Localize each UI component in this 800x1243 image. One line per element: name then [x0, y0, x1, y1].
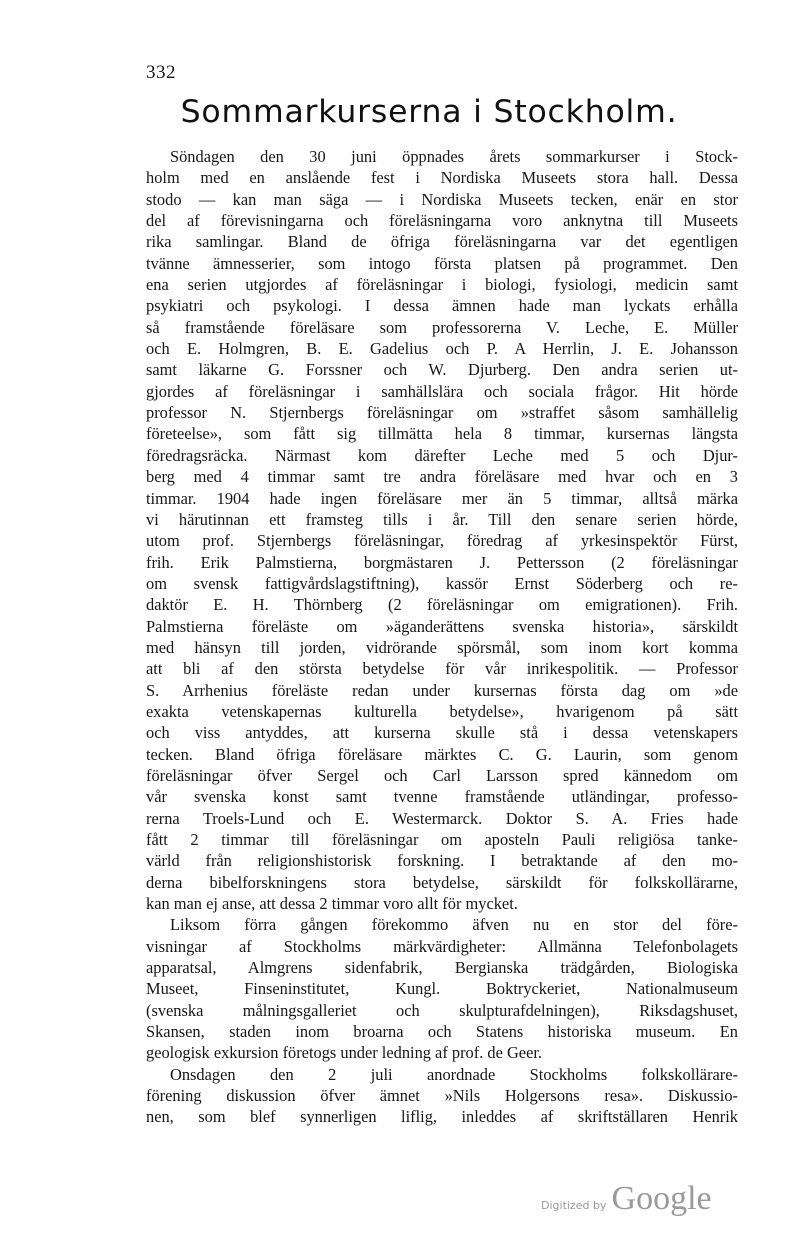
text-line: tecken. Bland öfriga föreläsare märktes C. G. Laurin, som genom: [146, 744, 738, 764]
text-line: derna bibelforskningens stora betydelse, särskildt för folkskollärarne,: [146, 872, 738, 892]
text-line: med hänsyn till jorden, vidrörande spörsmål, som inom kort komma: [146, 637, 738, 657]
text-line: värld från religionshistorisk forskning. I betraktande af den mo-: [146, 851, 738, 871]
text-line: stodo — kan man säga — i Nordiska Museets tecken, enär en stor: [146, 189, 738, 209]
text-line: psykiatri och psykologi. I dessa ämnen hade man lyckats erhålla: [146, 296, 738, 316]
text-line: del af förevisningarna och föreläsningarna voro anknytna till Museets: [146, 211, 738, 231]
text-line: rerna Troels-Lund och E. Westermarck. Doktor S. A. Fries hade: [146, 808, 738, 828]
text-line: apparatsal, Almgrens sidenfabrik, Bergianska trädgården, Biologiska: [146, 958, 738, 978]
text-line: exakta vetenskapernas kulturella betydelse», hvarigenom på sätt: [146, 701, 738, 721]
text-line: Söndagen den 30 juni öppnades årets sommarkurser i Stock-: [170, 147, 738, 166]
text-line: och viss antyddes, att kurserna skulle stå i dessa vetenskapers: [146, 723, 738, 743]
text-line: fått 2 timmar till föreläsningar om aposteln Pauli religiösa tanke-: [146, 830, 738, 849]
text-line: frih. Erik Palmstierna, borgmästaren J. Pettersson (2 föreläsningar: [146, 552, 738, 572]
text-line: visningar af Stockholms märkvärdigheter: Allmänna Telefonbolagets: [146, 936, 738, 956]
text-line: berg med 4 timmar samt tre andra föreläsare med hvar och en 3: [146, 467, 738, 487]
google-logo: Google: [611, 1180, 712, 1217]
article-body: [146, 146, 738, 1128]
text-line: samt läkarne G. Forssner och W. Djurberg. Den andra serien ut-: [146, 360, 738, 380]
text-line: om svensk fattigvårdslagstiftning), kassör Ernst Söderberg och re-: [146, 573, 738, 593]
text-line: att bli af den största betydelse för vår inrikespolitik. — Professor: [146, 659, 738, 679]
watermark-prefix: Digitized by: [541, 1199, 607, 1212]
text-line: förening diskussion öfver ämnet »Nils Holgersons resa». Diskussio-: [146, 1086, 738, 1106]
text-line: S. Arrhenius föreläste redan under kursernas första dag om »de: [146, 680, 738, 700]
page-title: Sommarkurserna i Stockholm.: [180, 94, 678, 130]
text-line: professor N. Stjernbergs föreläsningar om »straffet såsom samhällelig: [146, 403, 738, 423]
text-line: Liksom förra gången förekommo äfven nu en stor del före-: [170, 915, 738, 935]
text-line: (svenska målningsgalleriet och skulpturafdelningen), Riksdagshuset,: [146, 1000, 738, 1020]
text-line: företeelse», som fått sig tillmätta hela 8 timmar, kursernas längsta: [146, 424, 738, 444]
text-line: holm med en anslående fest i Nordiska Museets stora hall. Dessa: [146, 168, 738, 188]
text-line: så framstående föreläsare som professorerna V. Leche, E. Müller: [146, 317, 738, 337]
text-line: och E. Holmgren, B. E. Gadelius och P. A Herrlin, J. E. Johansson: [146, 339, 738, 359]
text-line: timmar. 1904 hade ingen föreläsare mer än 5 timmar, alltså märka: [146, 488, 738, 508]
text-line: gjordes af föreläsningar i samhällslära och sociala frågor. Hit hörde: [146, 381, 738, 401]
text-line: Palmstierna föreläste om »äganderättens svenska historia», särskildt: [146, 616, 738, 636]
text-line: föreläsningar öfver Sergel och Carl Larsson spred kännedom om: [146, 765, 738, 785]
text-line: Onsdagen den 2 juli anordnade Stockholms folkskollärare-: [170, 1064, 738, 1084]
text-line: vår svenska konst samt tvenne framstående utländingar, professo-: [146, 787, 738, 807]
text-line: tvänne ämnesserier, som intogo första platsen på programmet. Den: [146, 253, 738, 273]
text-line: nen, som blef synnerligen liflig, inleddes af skriftställaren Henrik: [146, 1107, 738, 1127]
text-line: rika samlingar. Bland de öfriga föreläsningarna var det egentligen: [146, 232, 738, 252]
text-line: ena serien utgjordes af föreläsningar i biologi, fysiologi, medicin samt: [146, 275, 738, 295]
text-line: geologisk exkursion företogs under ledning af prof. de Geer.: [146, 1043, 542, 1063]
text-line: Museet, Finseninstitutet, Kungl. Boktryckeriet, Nationalmuseum: [146, 979, 738, 999]
text-line: daktör E. H. Thörnberg (2 föreläsningar om emigrationen). Frih.: [146, 595, 738, 615]
digitized-watermark: [541, 1180, 712, 1218]
text-line: Skansen, staden inom broarna och Statens historiska museum. En: [146, 1022, 738, 1042]
page-number: 332: [146, 62, 176, 83]
text-line: kan man ej anse, att dessa 2 timmar voro allt för mycket.: [146, 894, 518, 914]
text-line: vi härutinnan ett framsteg tills i år. Till den senare serien hörde,: [146, 509, 738, 529]
text-line: föredragsräcka. Närmast kom därefter Leche med 5 och Djur-: [146, 445, 738, 465]
text-line: utom prof. Stjernbergs föreläsningar, föredrag af yrkesinspektör Fürst,: [146, 531, 738, 551]
